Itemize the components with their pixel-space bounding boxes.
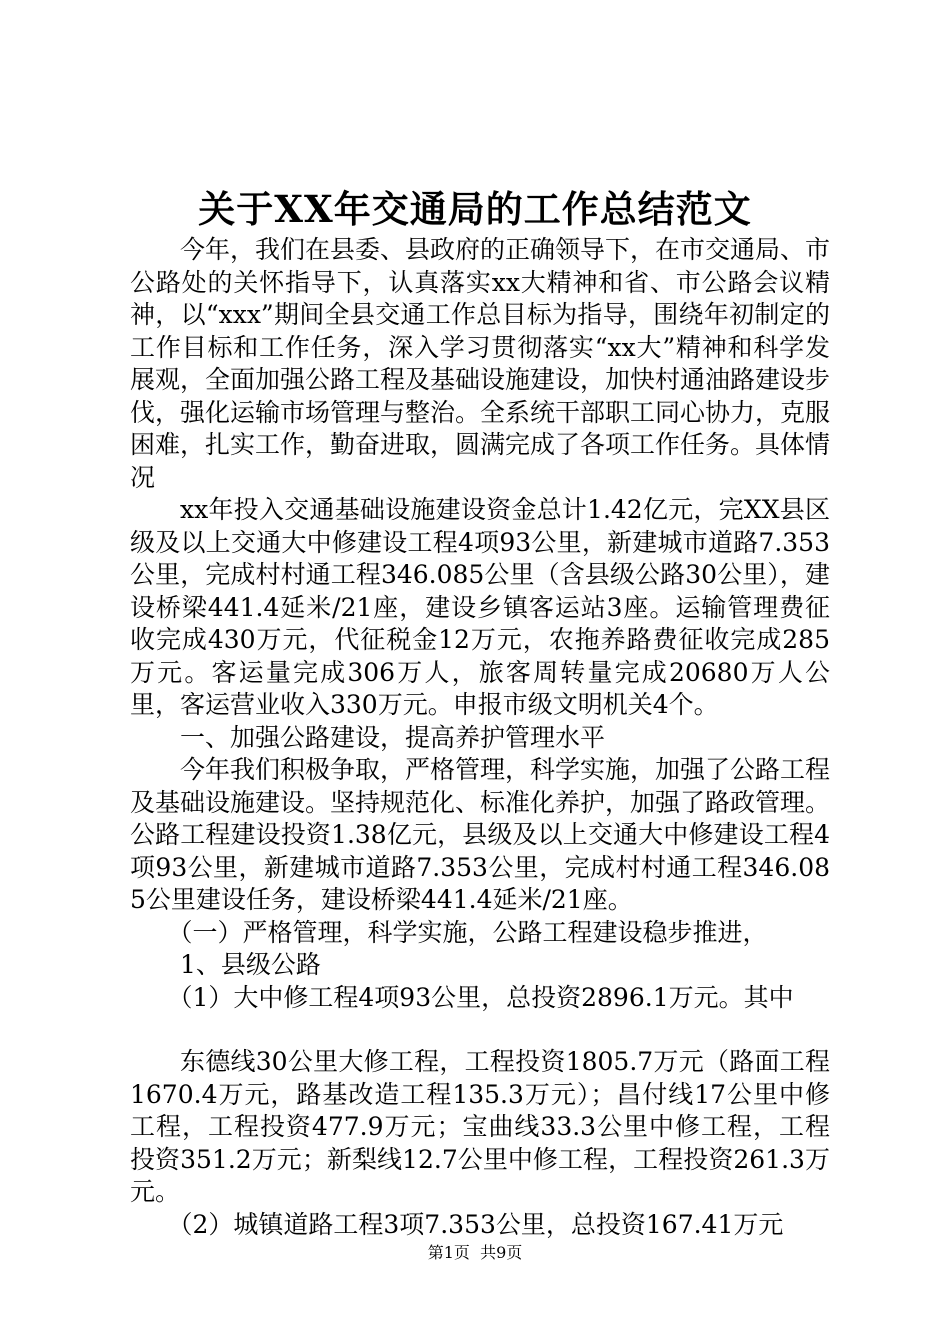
document-body	[130, 234, 830, 1241]
document-title: 关于XX年交通局的工作总结范文	[198, 187, 752, 231]
page-footer: 第1页 共9页	[427, 1243, 523, 1262]
subsection-heading-1: （一）严格管理，科学实施，公路工程建设稳步推进，	[167, 917, 768, 947]
paragraph-section-1: 今年我们积极争取，严格管理，科学实施，加强了公路工程及基础设施建设。坚持规范化、标准化养护，加强了路政管理。公路工程建设投资1.38亿元，县级及以上交通大中修建设工程4项93公里，新建城市道路7.353公里，完成村村通工程346.085公里建设任务，建设桥梁441.4延米/21座。	[130, 755, 831, 914]
section-heading-1: 一、加强公路建设，提高养护管理水平	[180, 722, 606, 752]
item-1-2: （2）城镇道路工程3项7.353公里，总投资167.41万元	[167, 1209, 784, 1239]
paragraph-intro: 今年，我们在县委、县政府的正确领导下，在市交通局、市公路处的关怀指导下，认真落实xx大精神和省、市公路会议精神，以“xxx”期间全县交通工作总目标为指导，围绕年初制定的工作目标和工作任务，深入学习贯彻落实“xx大”精神和科学发展观，全面加强公路工程及基础设施建设，加快村通油路建设步伐，强化运输市场管理与整治。全系统干部职工同心协力，克服困难，扎实工作，勤奋进取，圆满完成了各项工作任务。具体情况	[130, 235, 831, 492]
paragraph-item-1-1-detail: 东德线30公里大修工程，工程投资1805.7万元（路面工程1670.4万元，路基改造工程135.3万元）；昌付线17公里中修工程，工程投资477.9万元；宝曲线33.3公里中修工程，工程投资351.2万元；新梨线12.7公里中修工程，工程投资261.3万元。	[130, 1047, 830, 1206]
item-heading-1: 1、县级公路	[180, 950, 321, 979]
item-1-1: （1）大中修工程4项93公里，总投资2896.1万元。其中	[167, 982, 794, 1012]
paragraph-summary: xx年投入交通基础设施建设资金总计1.42亿元，完XX县区级及以上交通大中修建设工程4项93公里，新建城市道路7.353公里，完成村村通工程346.085公里（含县级公路30公里），建设桥梁441.4延米/21座，建设乡镇客运站3座。运输管理费征收完成430万元，代征税金12万元，农拖养路费征收完成285万元。客运量完成306万人，旅客周转量完成20680万人公里，客运营业收入330万元。申报市级文明机关4个。	[130, 495, 830, 719]
